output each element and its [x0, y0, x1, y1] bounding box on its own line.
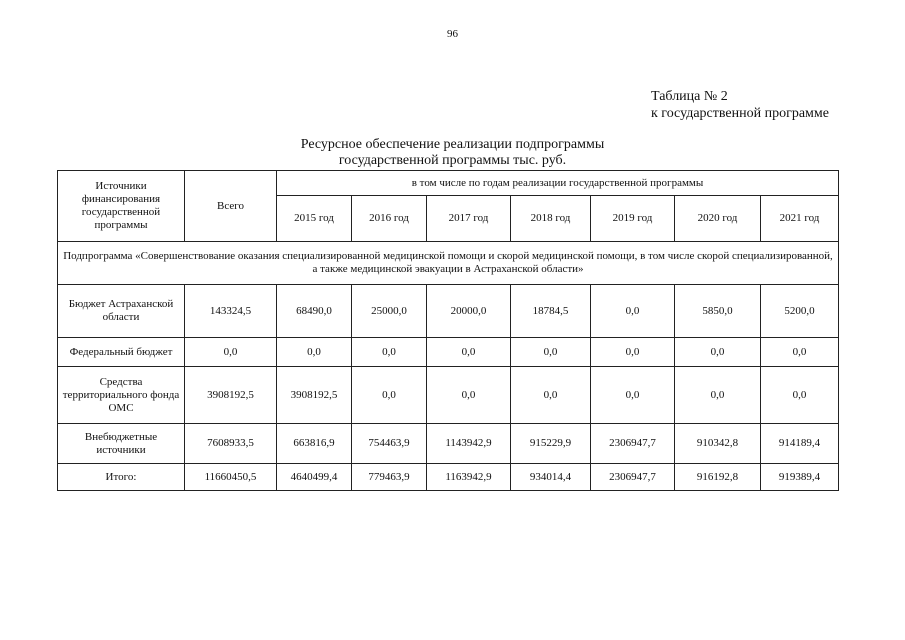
- header-year: 2018 год: [511, 196, 591, 242]
- row-year-value: 68490,0: [277, 285, 352, 338]
- table-label-number: Таблица № 2: [651, 89, 728, 104]
- row-year-value: 25000,0: [352, 285, 427, 338]
- row-year-value: 1143942,9: [427, 424, 511, 464]
- header-year: 2019 год: [591, 196, 675, 242]
- row-year-value: 916192,8: [675, 464, 761, 491]
- header-by-years: в том числе по годам реализации государственной программы: [277, 171, 839, 196]
- row-year-value: 20000,0: [427, 285, 511, 338]
- header-source: Источники финансирования государственной программы: [58, 171, 185, 242]
- row-year-value: 0,0: [675, 367, 761, 424]
- row-year-value: 779463,9: [352, 464, 427, 491]
- row-year-value: 2306947,7: [591, 424, 675, 464]
- table-label-reference: к государственной программе: [651, 106, 829, 121]
- table-row-total: [58, 464, 839, 491]
- row-year-value: 0,0: [591, 367, 675, 424]
- row-year-value: 5200,0: [761, 285, 839, 338]
- caption-line-2: государственной программы тыс. руб.: [338, 153, 567, 168]
- row-source: Средства территориального фонда ОМС: [58, 367, 185, 424]
- resources-table: [57, 170, 839, 491]
- header-year: 2016 год: [352, 196, 427, 242]
- row-source: Внебюджетные источники: [58, 424, 185, 464]
- row-year-value: 0,0: [352, 338, 427, 367]
- row-year-value: 5850,0: [675, 285, 761, 338]
- table-row: [58, 424, 839, 464]
- row-total: 143324,5: [185, 285, 277, 338]
- row-year-value: 0,0: [511, 367, 591, 424]
- row-year-value: 0,0: [427, 338, 511, 367]
- table-label: [651, 88, 829, 122]
- row-year-value: 0,0: [591, 338, 675, 367]
- row-year-value: 0,0: [675, 338, 761, 367]
- row-year-value: 663816,9: [277, 424, 352, 464]
- table-caption: [0, 137, 905, 169]
- row-total: 3908192,5: [185, 367, 277, 424]
- row-total: 11660450,5: [185, 464, 277, 491]
- row-year-value: 0,0: [427, 367, 511, 424]
- row-year-value: 0,0: [352, 367, 427, 424]
- table-row: [58, 338, 839, 367]
- row-source: Итого:: [58, 464, 185, 491]
- row-source: Бюджет Астраханской области: [58, 285, 185, 338]
- subprogram-title: Подпрограмма «Совершенствование оказания специализированной медицинской помощи и скорой медицинской помощи, в том числе скорой специализированной, а также медицинской эвакуации в Астраханской области»: [58, 242, 839, 285]
- row-year-value: 919389,4: [761, 464, 839, 491]
- row-year-value: 0,0: [511, 338, 591, 367]
- header-year: 2017 год: [427, 196, 511, 242]
- row-year-value: 910342,8: [675, 424, 761, 464]
- table-row: [58, 367, 839, 424]
- row-year-value: 18784,5: [511, 285, 591, 338]
- row-year-value: 915229,9: [511, 424, 591, 464]
- row-year-value: 0,0: [761, 367, 839, 424]
- row-year-value: 0,0: [277, 338, 352, 367]
- header-year: 2020 год: [675, 196, 761, 242]
- row-year-value: 934014,4: [511, 464, 591, 491]
- row-year-value: 0,0: [761, 338, 839, 367]
- row-year-value: 2306947,7: [591, 464, 675, 491]
- row-year-value: 914189,4: [761, 424, 839, 464]
- header-year: 2021 год: [761, 196, 839, 242]
- header-total: Всего: [185, 171, 277, 242]
- row-year-value: 1163942,9: [427, 464, 511, 491]
- page-number: 96: [447, 28, 458, 40]
- header-year: 2015 год: [277, 196, 352, 242]
- caption-line-1: Ресурсное обеспечение реализации подпрограммы: [300, 137, 605, 152]
- row-year-value: 754463,9: [352, 424, 427, 464]
- row-year-value: 4640499,4: [277, 464, 352, 491]
- table-row: [58, 285, 839, 338]
- row-total: 0,0: [185, 338, 277, 367]
- row-total: 7608933,5: [185, 424, 277, 464]
- row-source: Федеральный бюджет: [58, 338, 185, 367]
- row-year-value: 3908192,5: [277, 367, 352, 424]
- row-year-value: 0,0: [591, 285, 675, 338]
